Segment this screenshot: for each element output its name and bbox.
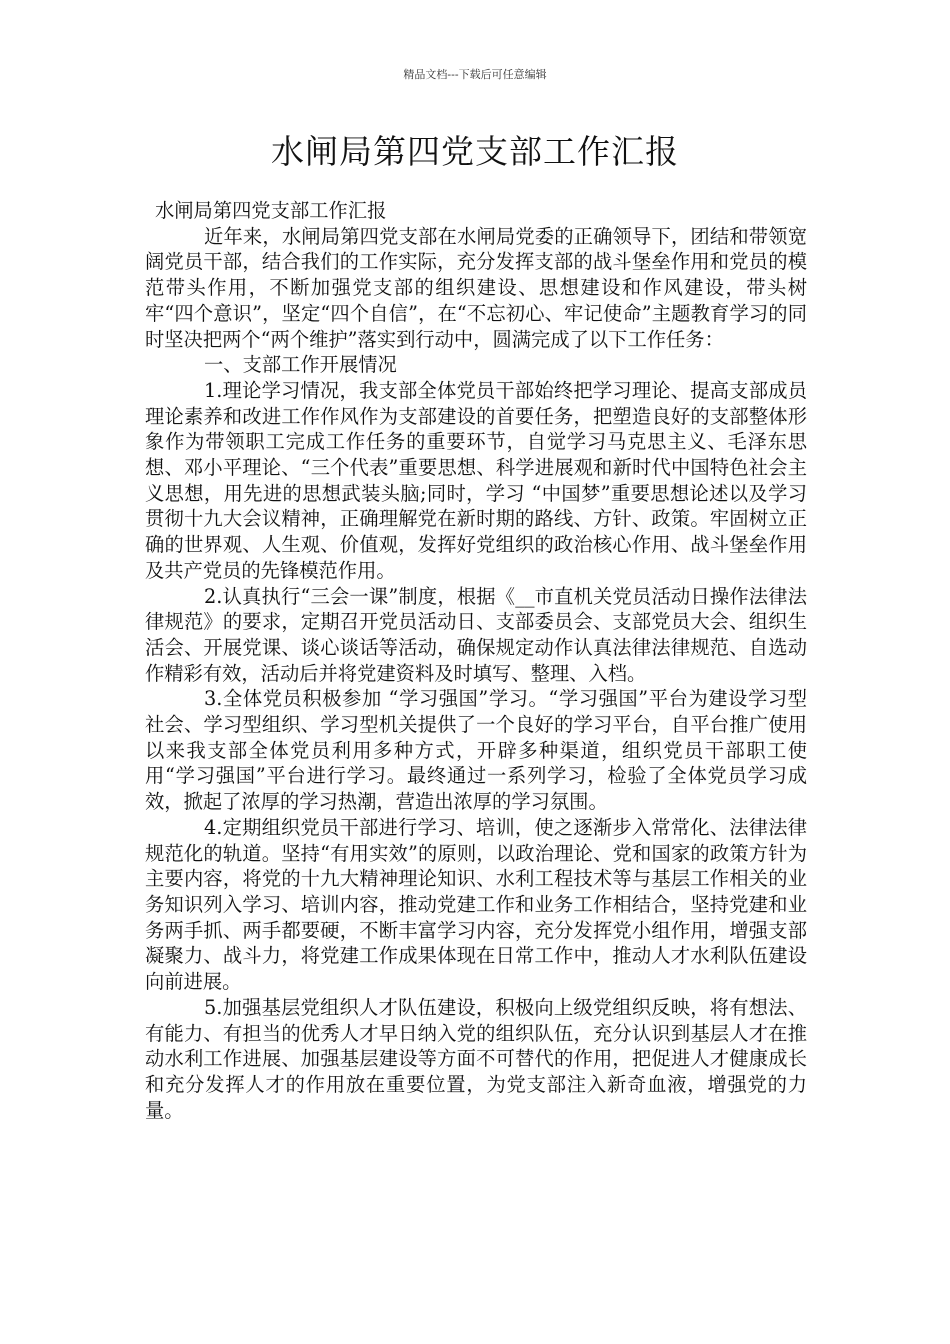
paragraph-item-4: 4.定期组织党员干部进行学习、培训，使之逐渐步入常常化、法律法律规范化的轨道。坚持“有用实效”的原则，以政治理论、党和国家的政策方针为主要内容，将党的十九大精神理论知识、水利工程技术等与基层工作相关的业务知识列入学习、培训内容，推动党建工作和业务工作相结合，坚持党建和业务两手抓、两手都要硬，不断丰富学习内容，充分发挥党小组作用，增强支部凝聚力、战斗力，将党建工作成果体现在日常工作中，推动人才水利队伍建设向前进展。 — [145, 815, 807, 994]
header-note: 精品文档---下载后可任意编辑 — [403, 68, 547, 81]
section-heading: 一、支部工作开展情况 — [204, 353, 397, 377]
document-title: 水闸局第四党支部工作汇报 — [271, 132, 679, 171]
paragraph-item-1: 1.理论学习情况，我支部全体党员干部始终把学习理论、提高支部成员理论素养和改进工作作风作为支部建设的首要任务，把塑造良好的支部整体形象作为带领职工完成工作任务的重要环节，自觉学习马克思主义、毛泽东思想、邓小平理论、“三个代表”重要思想、科学进展观和新时代中国特色社会主义思想，用先进的思想武装头脑;同时，学习 “中国梦”重要思想论述以及学习贯彻十九大会议精神，正确理解党在新时期的路线、方针、政策。牢固树立正确的世界观、人生观、价值观，发挥好党组织的政治核心作用、战斗堡垒作用及共产党员的先锋模范作用。 — [145, 378, 807, 582]
document-subtitle: 水闸局第四党支部工作汇报 — [155, 199, 387, 222]
paragraph-item-3: 3.全体党员积极参加 “学习强国”学习。“学习强国”平台为建设学习型社会、学习型组织、学习型机关提供了一个良好的学习平台，自平台推广使用以来我支部全体党员利用多种方式，开辟多种渠道，组织党员干部职工使用“学习强国”平台进行学习。最终通过一系列学习，检验了全体党员学习成效，掀起了浓厚的学习热潮，营造出浓厚的学习氛围。 — [145, 687, 807, 814]
paragraph-item-5: 5.加强基层党组织人才队伍建设，积极向上级党组织反映，将有想法、有能力、有担当的优秀人才早日纳入党的组织队伍，充分认识到基层人才在推动水利工作进展、加强基层建设等方面不可替代的作用，把促进人才健康成长和充分发挥人才的作用放在重要位置，为党支部注入新奇血液，增强党的力量。 — [145, 995, 807, 1122]
document-body — [145, 198, 807, 1123]
intro-paragraph: 近年来，水闸局第四党支部在水闸局党委的正确领导下，团结和带领宽阔党员干部，结合我们的工作实际，充分发挥支部的战斗堡垒作用和党员的模范带头作用，不断加强党支部的组织建设、思想建设和作风建设，带头树牢“四个意识”，坚定“四个自信”，在“不忘初心、牢记使命”主题教育学习的同时坚决把两个“两个维护”落实到行动中，圆满完成了以下工作任务： — [145, 224, 807, 351]
paragraph-item-2: 2.认真执行“三会一课”制度，根据《__市直机关党员活动日操作法律法律规范》的要求，定期召开党员活动日、支部委员会、支部党员大会、组织生活会、开展党课、谈心谈话等活动，确保规定动作认真法律法律规范、自选动作精彩有效，活动后并将党建资料及时填写、整理、入档。 — [145, 584, 807, 685]
